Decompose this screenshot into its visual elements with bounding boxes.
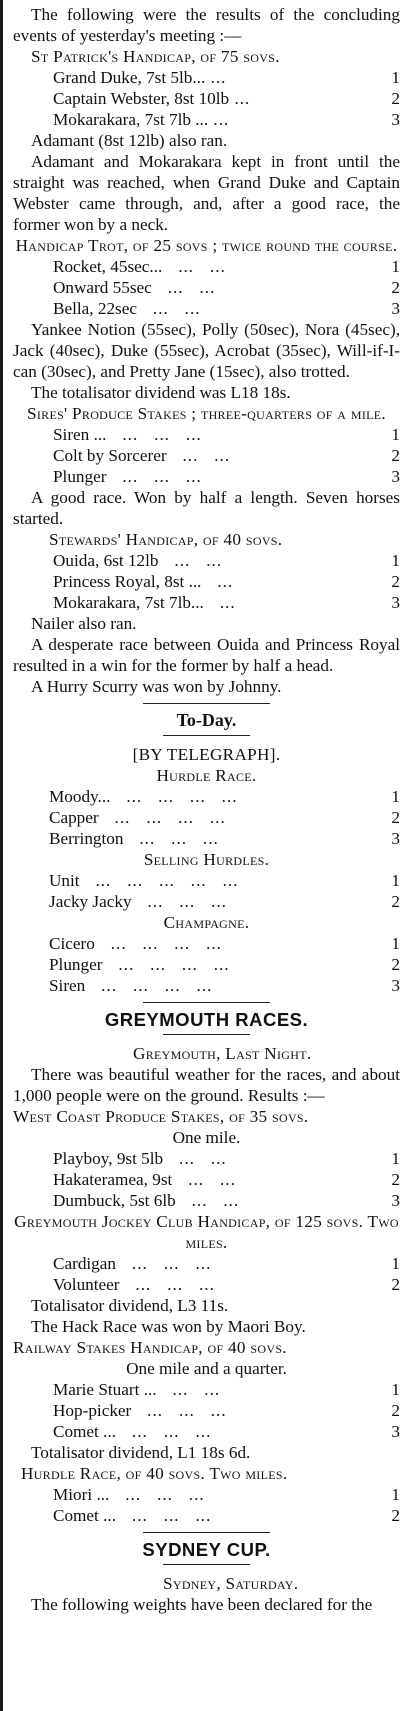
greymouth-title: GREYMOUTH RACES. [104,1009,309,1030]
today-title: To-Day. [176,710,237,730]
results-railway [13,1379,400,1442]
description-stewards: A desperate race between Ouida and Princess Royal resulted in a win for the former by half a head. [13,635,400,675]
result-row: Grand Duke, 7st 5lb... ... 1 [53,68,400,87]
result-row: Cicero ... ... ... ... 1 [49,934,400,953]
results-hurdle [13,786,400,849]
race-sub-railway: One mile and a quarter. [126,1359,287,1378]
results-stewards [13,550,400,613]
result-row: Rocket, 45sec... ... ... 1 [53,257,400,276]
section-divider [163,1034,250,1035]
today-byline: [BY TELEGRAPH]. [132,745,281,764]
greymouth-intro: There was beautiful weather for the races, and about 1,000 people were on the ground. Results :— [13,1065,400,1105]
race-heading-greymouth-hurdle: Hurdle Race, of 40 sovs. Two miles. [21,1464,288,1483]
result-row: Miori ... ... ... ... 1 [53,1485,400,1504]
results-selling [13,870,400,912]
result-row: Dumbuck, 5st 6lb ... ... 3 [53,1191,400,1210]
section-divider [143,1002,270,1003]
race-heading-sires-produce: Sires' Produce Stakes ; three-quarters of a mile. [26,404,386,423]
result-row: Unit ... ... ... ... ... 1 [49,871,400,890]
race-heading-handicap-trot: Handicap Trot, of 25 sovs ; twice round the course. [15,236,398,255]
sydney-dateline: Sydney, Saturday. [163,1574,299,1593]
race-sub-west-coast: One mile. [172,1128,241,1147]
intro-paragraph: The following were the results of the concluding events of yesterday's meeting :— [13,5,400,45]
greymouth-dateline: Greymouth, Last Night. [133,1044,312,1063]
result-row: Plunger ... ... ... ... 2 [49,955,400,974]
result-row: Playboy, 9st 5lb ... ... 1 [53,1149,400,1168]
also-trotted: Yankee Notion (55sec), Polly (50sec), Nora (45sec), Jack (40sec), Duke (55sec), Acrobat (35sec), Will-if-I-can (30sec), and Pretty Jane (15sec), also trotted. [13,320,400,381]
result-row: Capper ... ... ... ... 2 [49,808,400,827]
race-heading-selling: Selling Hurdles. [143,850,270,869]
results-jockey-club [13,1253,400,1295]
result-row: Princess Royal, 8st ... ... 2 [53,572,400,591]
section-divider [143,703,270,704]
results-handicap-trot [13,256,400,319]
race-heading-west-coast: West Coast Produce Stakes, of 35 sovs. [13,1107,309,1126]
result-row: Hakateramea, 9st ... ... 2 [53,1170,400,1189]
results-champagne [13,933,400,996]
result-row: Colt by Sorcerer ... ... 2 [53,446,400,465]
result-row: Mokarakara, 7st 7lb... ... 3 [53,593,400,612]
also-ran-st-patricks: Adamant (8st 12lb) also ran. [31,131,228,150]
race-heading-stewards: Stewards' Handicap, of 40 sovs. [49,530,283,549]
dividend-railway: Totalisator dividend, L1 18s 6d. [31,1443,251,1462]
results-st-patricks [13,67,400,130]
sydney-text: The following weights have been declared for the [31,1595,373,1614]
also-ran-stewards: Nailer also ran. [31,614,137,633]
dividend-jockey-club: Totalisator dividend, L3 11s. [31,1296,229,1315]
result-row: Captain Webster, 8st 10lb ... 2 [53,89,400,108]
result-row: Berrington ... ... ... 3 [49,829,400,848]
section-divider [163,735,250,736]
result-row: Mokarakara, 7st 7lb ... ... 3 [53,110,400,129]
race-heading-st-patricks: St Patrick's Handicap, of 75 sovs. [31,47,280,66]
result-row: Comet ... ... ... ... 3 [53,1422,400,1441]
result-row: Cardigan ... ... ... 1 [53,1254,400,1273]
results-greymouth-hurdle [13,1484,400,1526]
result-row: Siren ... ... ... ... 3 [49,976,400,995]
race-heading-jockey-club: Greymouth Jockey Club Handicap, of 125 sovs. Two miles. [14,1212,399,1252]
section-divider [163,1564,250,1565]
hurry-scurry: A Hurry Scurry was won by Johnny. [31,677,282,696]
result-row: Jacky Jacky ... ... ... 2 [49,892,400,911]
result-row: Volunteer ... ... ... 2 [53,1275,400,1294]
results-west-coast [13,1148,400,1211]
result-row: Bella, 22sec ... ... 3 [53,299,400,318]
race-heading-railway: Railway Stakes Handicap, of 40 sovs. [13,1338,287,1357]
race-heading-champagne: Champagne. [163,913,250,932]
race-heading-hurdle: Hurdle Race. [156,766,257,785]
sydney-title: SYDNEY CUP. [142,1539,271,1560]
result-row: Moody... ... ... ... ... 1 [49,787,400,806]
result-row: Plunger ... ... ... 3 [53,467,400,486]
result-row: Marie Stuart ... ... ... 1 [53,1380,400,1399]
result-row: Onward 55sec ... ... 2 [53,278,400,297]
dividend-handicap-trot: The totalisator dividend was L18 18s. [31,383,291,402]
results-sires-produce [13,424,400,487]
hack-race: The Hack Race was won by Maori Boy. [31,1317,306,1336]
description-st-patricks: Adamant and Mokarakara kept in front until the straight was reached, when Grand Duke and Captain Webster came through, and, after a good race, the former won by a neck. [13,152,400,234]
result-row: Ouida, 6st 12lb ... ... 1 [53,551,400,570]
result-row: Hop-picker ... ... ... 2 [53,1401,400,1420]
description-sires-produce: A good race. Won by half a length. Seven horses started. [13,488,400,528]
result-row: Siren ... ... ... ... 1 [53,425,400,444]
result-row: Comet ... ... ... ... 2 [53,1506,400,1525]
section-divider [143,1532,270,1533]
